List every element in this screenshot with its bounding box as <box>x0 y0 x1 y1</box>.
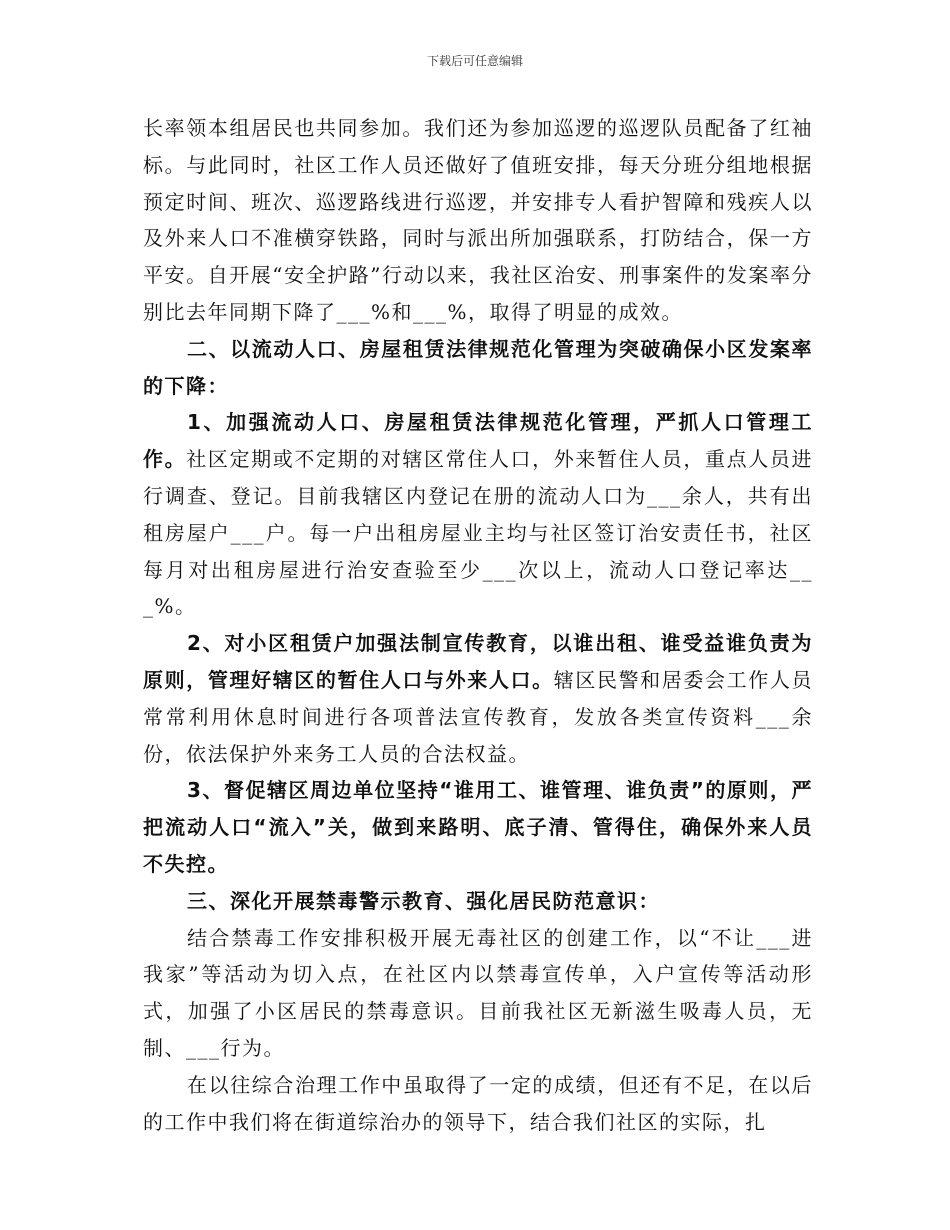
heading-text: 三、深化开展禁毒警示教育、强化居民防范意识： <box>187 888 660 913</box>
paragraph-text: 结合禁毒工作安排积极开展无毒社区的创建工作，以“不让___进我家”等活动为切入点，在社区内以禁毒宣传单，入户宣传等活动形式，加强了小区居民的禁毒意识。目前我社区无新滋生吸毒人员，无制、___行为。 <box>143 925 813 1060</box>
section-heading-3 <box>143 883 813 920</box>
paragraph-item-3 <box>143 772 813 882</box>
paragraph-text: 在以往综合治理工作中虽取得了一定的成绩，但还有不足，在以后的工作中我们将在街道综治办的领导下，结合我们社区的实际，扎 <box>143 1072 813 1134</box>
item-lead: 2、对小区租赁户加强法制宣传教育，以谁出租、谁受益谁负责为原则，管理好辖区的暂住人口与外来人口。 <box>143 631 813 692</box>
document-body <box>143 110 813 1140</box>
section-heading-2 <box>143 331 813 405</box>
paragraph-text: 辖区民警和居委会工作人员常常利用休息时间进行各项普法宣传教育，发放各类宣传资料___余份，依法保护外来务工人员的合法权益。 <box>143 667 814 766</box>
paragraph-patrol <box>143 110 813 331</box>
paragraph-text: 社区定期或不定期的对辖区常住人口，外来暂住人员，重点人员进行调查、登记。目前我辖区内登记在册的流动人口为___余人，共有出租房屋户___户。每一户出租房屋业主均与社区签订治安责任书，社区每月对出租房屋进行治安查验至少___次以上，流动人口登记率达___%。 <box>143 447 814 619</box>
page-header: 下载后可任意编辑 <box>426 54 523 68</box>
item-lead: 1、加强流动人口、房屋租赁法律规范化管理，严抓人口管理工作。 <box>143 410 813 472</box>
item-lead: 3、督促辖区周边单位坚持“谁用工、谁管理、谁负责”的原则，严把流动人口“流入”关，做到来路明、底子清、管得住，确保外来人员不失控。 <box>143 778 813 876</box>
paragraph-conclusion <box>143 1067 813 1141</box>
paragraph-drug-prevention <box>143 920 813 1067</box>
paragraph-item-2 <box>143 625 813 772</box>
paragraph-text: 长率领本组居民也共同参加。我们还为参加巡逻的巡逻队员配备了红袖标。与此同时，社区工作人员还做好了值班安排，每天分班分组地根据预定时间、班次、巡逻路线进行巡逻，并安排专人看护智障和残疾人以及外来人口不准横穿铁路，同时与派出所加强联系，打防结合，保一方平安。自开展“安全护路”行动以来，我社区治安、刑事案件的发案率分别比去年同期下降了___%和___%，取得了明显的成效。 <box>143 116 813 324</box>
heading-text: 二、以流动人口、房屋租赁法律规范化管理为突破确保小区发案率的下降： <box>143 336 813 398</box>
paragraph-item-1 <box>143 404 813 625</box>
